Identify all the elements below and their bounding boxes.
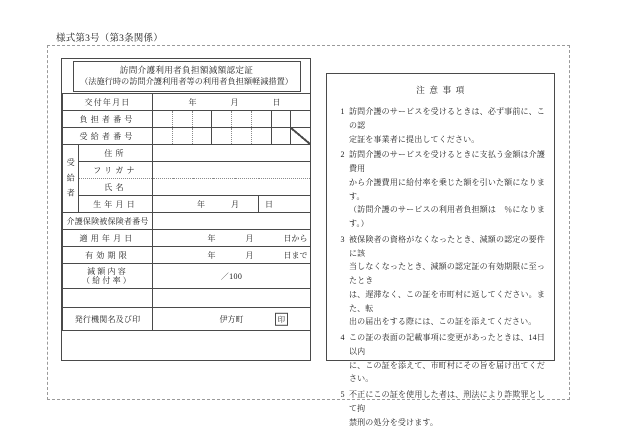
note-text (349, 331, 545, 386)
birth-date-label: 生年月日 (79, 196, 153, 213)
payer-number-grid[interactable] (153, 111, 311, 128)
note-text (349, 233, 545, 329)
birth-day: 日 (265, 199, 273, 209)
note-line: 禁刑の処分を受けます。 (349, 417, 439, 427)
spacer-row (63, 289, 311, 308)
note-line: 定証を事業者に提出してください。 (349, 134, 480, 144)
note-text (349, 105, 545, 146)
apply-date-label: 適用年月日 (63, 230, 153, 247)
note-line: 訪問介護のサービスを受けるときは、必ず事前に、この認 (349, 107, 545, 130)
note-line: 訪問介護のサービスを受けるときに支払う金額は介護費用 (349, 150, 545, 173)
issue-year: 年 (188, 97, 197, 107)
issue-date-fields (153, 94, 311, 111)
name-row (63, 179, 311, 196)
payer-number-label: 負担者番号 (63, 111, 153, 128)
reduction-row (63, 264, 311, 289)
note-line: から介護費用に給付率を乗じた額を引いた額になります。 (349, 177, 545, 201)
note-line: この証の表面の記載事項に変更があったときは、14日以内 (349, 333, 545, 356)
note-line: 被保険者の資格がなくなったとき、減額の認定の要件に該 (349, 234, 545, 258)
address-label: 住所 (79, 145, 153, 162)
birth-year: 年 (197, 199, 205, 209)
note-item (336, 148, 545, 231)
note-line: は、遅滞なく、この証を市町村に返してください。また、転 (349, 289, 545, 313)
recipient-digit-8-struck (291, 128, 310, 144)
recipient-block-label (63, 145, 79, 213)
payer-digit-4[interactable] (212, 111, 232, 127)
expiry-day-suffix: 日まで (283, 250, 308, 260)
payer-digit-2[interactable] (173, 111, 193, 127)
note-line: 不正にこの証を使用した者は、刑法により詐欺罪として拘 (349, 390, 545, 413)
name-value[interactable] (153, 179, 311, 196)
apply-year: 年 (207, 233, 216, 243)
certificate-table (62, 59, 311, 331)
issue-date-label: 交付年月日 (63, 94, 153, 111)
recipient-number-row (63, 128, 311, 145)
birth-month: 月 (231, 199, 239, 209)
note-text (349, 388, 545, 429)
note-line: （訪問介護のサービスの利用者負担額は ％になります。） (349, 205, 545, 228)
furigana-row (63, 162, 311, 179)
seal-icon: 印 (275, 313, 288, 325)
address-row (63, 145, 311, 162)
recipient-number-grid[interactable] (153, 128, 311, 145)
notes-title: 注意事項 (416, 85, 469, 95)
recipient-digit-4[interactable] (212, 128, 232, 144)
issuer-row (63, 308, 311, 331)
insured-number-label: 介護保険被保険者番号 (63, 213, 153, 230)
recipient-digit-5[interactable] (232, 128, 252, 144)
expiry-label: 有効期限 (63, 247, 153, 264)
expiry-fields[interactable] (153, 247, 311, 264)
payer-digit-5[interactable] (232, 111, 252, 127)
spacer-left (63, 289, 153, 308)
issue-day: 日 (272, 97, 281, 107)
issue-month: 月 (230, 97, 239, 107)
notes-panel (326, 73, 555, 427)
payer-number-row (63, 111, 311, 128)
payer-digit-6[interactable] (252, 111, 272, 127)
note-item (336, 105, 545, 146)
spacer-right (153, 289, 311, 308)
note-item (336, 233, 545, 329)
issuer-name: 伊方町 (219, 314, 244, 324)
form-number-label: 様式第3号（第3条関係） (56, 34, 163, 44)
apply-date-row (63, 230, 311, 247)
recipient-block-vertical-text: 受給者 (66, 157, 76, 204)
apply-day-suffix: 日から (283, 233, 308, 243)
note-number: 3 (340, 234, 345, 244)
recipient-digit-7[interactable] (272, 128, 292, 144)
note-line: に、この証を添えて、市町村にその旨を届け出てください。 (349, 360, 545, 384)
expiry-row (63, 247, 311, 264)
certificate-title: 訪問介護利用者負担額減額認定証 (119, 65, 254, 75)
issuer-label: 発行機関名及び印 (63, 308, 153, 331)
certificate-form (61, 58, 311, 361)
issue-date-row (63, 94, 311, 111)
recipient-digit-1[interactable] (153, 128, 173, 144)
apply-month: 月 (245, 233, 254, 243)
note-number: 1 (340, 107, 345, 116)
name-label: 氏名 (79, 179, 153, 196)
insured-number-value[interactable] (153, 213, 311, 230)
title-box (73, 61, 301, 92)
insured-number-row (63, 213, 311, 230)
note-number: 2 (340, 150, 345, 160)
issuer-value-cell[interactable] (153, 308, 311, 331)
note-text (349, 148, 545, 231)
note-number: 5 (340, 390, 345, 399)
furigana-value[interactable] (153, 162, 311, 179)
birth-date-row (63, 196, 311, 213)
reduction-label-cell (63, 264, 153, 289)
reduction-rate-value[interactable]: ／100 (153, 264, 311, 289)
note-number: 4 (340, 333, 345, 342)
note-line: 当しなくなったとき、減額の認定証の有効期限に至ったとき (349, 262, 545, 285)
certificate-subtitle: （法施行時の訪問介護利用者等の利用者負担額軽減措置） (80, 77, 293, 87)
payer-digit-3[interactable] (193, 111, 213, 127)
reduction-label: 減額内容 (87, 267, 128, 277)
birth-date-fields[interactable] (153, 196, 273, 213)
title-row (63, 59, 311, 94)
recipient-number-label: 受給者番号 (63, 128, 153, 145)
payer-digit-7[interactable] (272, 111, 292, 127)
payer-digit-8[interactable] (291, 111, 310, 127)
address-value[interactable] (153, 145, 311, 162)
apply-date-fields[interactable] (153, 230, 311, 247)
recipient-digit-6[interactable] (252, 128, 272, 144)
expiry-year: 年 (207, 250, 216, 260)
furigana-label: フリガナ (79, 162, 153, 179)
note-item (336, 388, 545, 429)
recipient-digit-3[interactable] (193, 128, 213, 144)
recipient-digit-2[interactable] (173, 128, 193, 144)
note-line: 出の届出をする際には、この証を添えてください。 (349, 317, 537, 327)
title-cell (63, 59, 311, 94)
expiry-month: 月 (245, 250, 254, 260)
note-item (336, 331, 545, 386)
payer-digit-1[interactable] (153, 111, 173, 127)
reduction-sublabel: （給付率） (82, 276, 133, 286)
